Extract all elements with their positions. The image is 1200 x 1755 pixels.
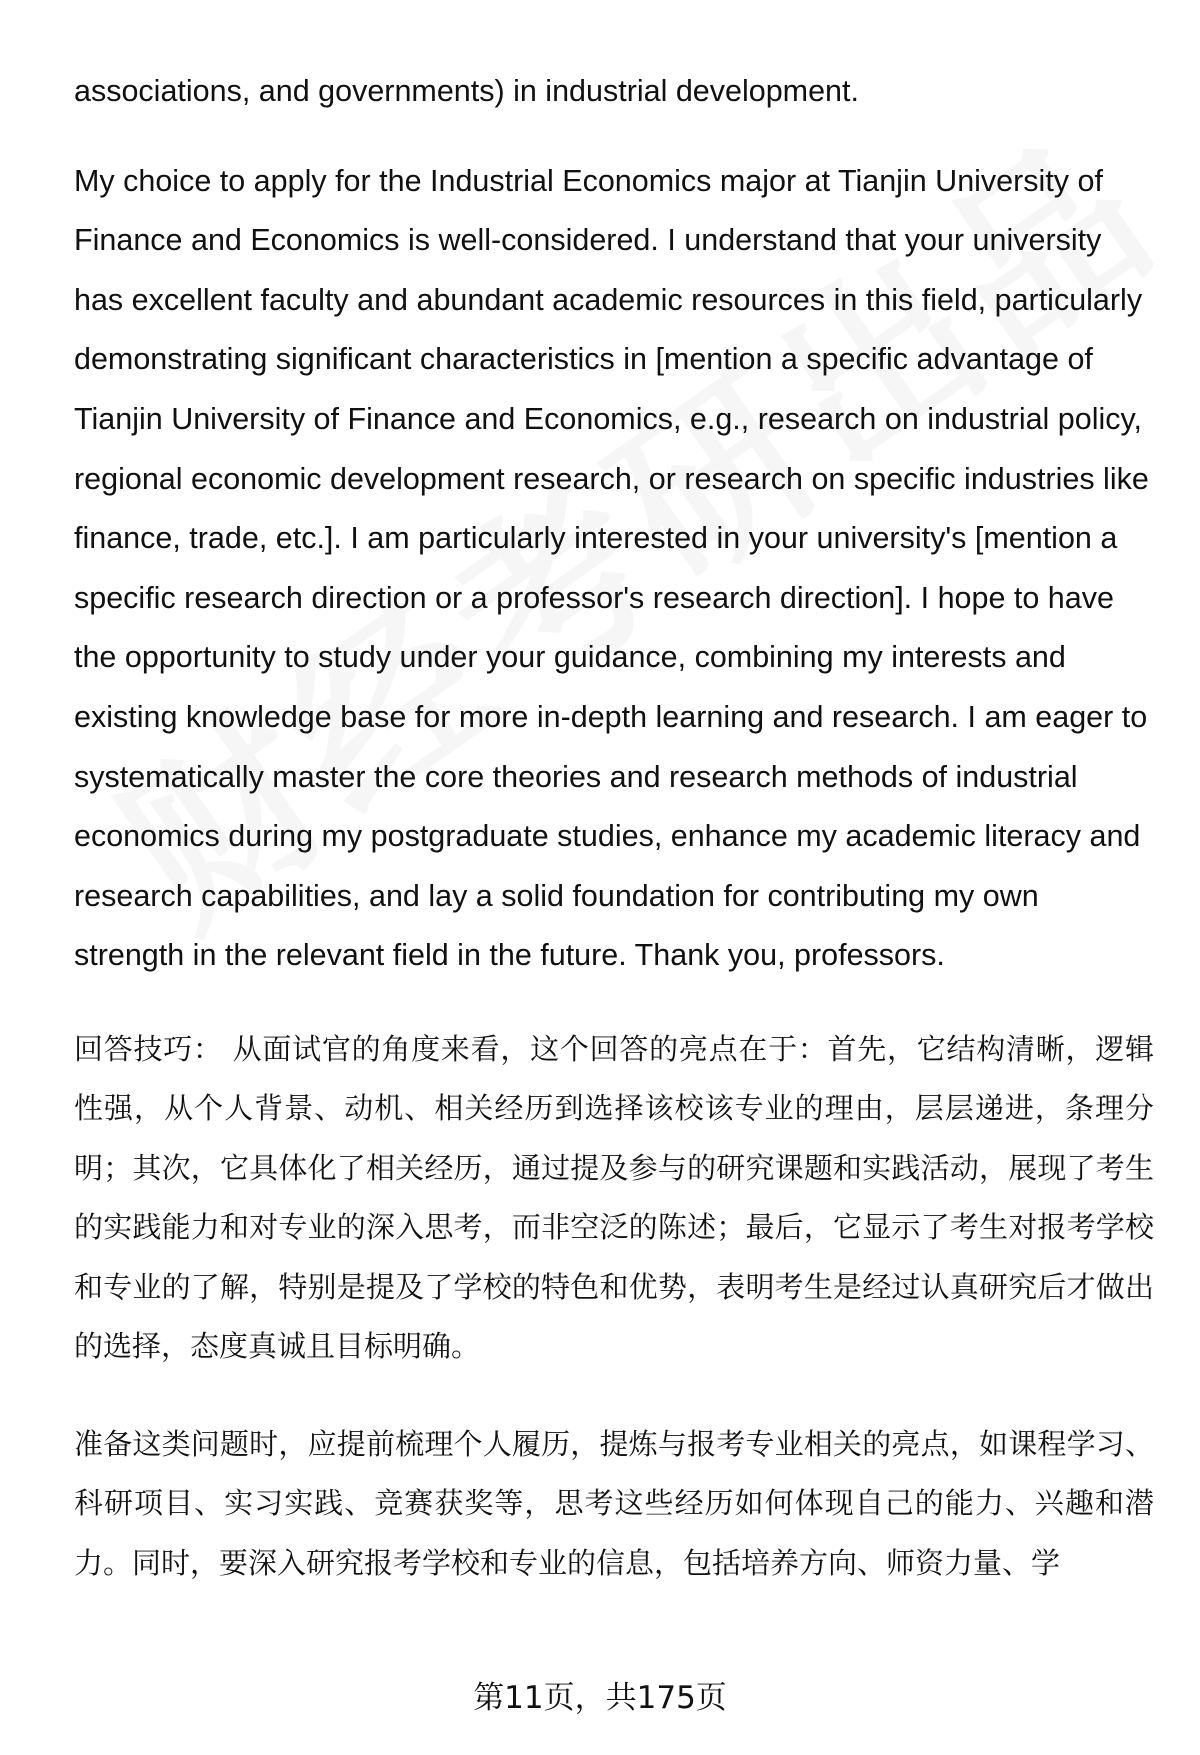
paragraph-cn-preparation: 准备这类问题时，应提前梳理个人履历，提炼与报考专业相关的亮点，如课程学习、科研项目、实习实践、竞赛获奖等，思考这些经历如何体现自己的能力、兴趣和潜力。同时，要深入研究报考学校和专业的信息，包括培养方向、师资力量、学 — [74, 1426, 1154, 1580]
page-number-footer: 第11页，共175页 — [473, 1680, 727, 1716]
paragraph-en-2: My choice to apply for the Industrial Economics major at Tianjin University of Finance and Economics is well-considered. I understand that your university has excellent faculty and abundant academic resources in this field, particularly demonstrating significant characteristics in [mention a specific advantage of Tianjin University of Finance and Economics, e.g., research on industrial policy, regional economic development research, or research on specific industries like finance, trade, etc.]. I am particularly interested in your university's [mention a specific research direction or a professor's research direction]. I hope to have the opportunity to study under your guidance, combining my interests and existing knowledge base for more in-depth learning and research. I am eager to systematically master the core theories and research methods of industrial economics during my postgraduate studies, enhance my academic literacy and research capabilities, and lay a solid foundation for contributing my own strength in the relevant field in the future. Thank you, professors. — [74, 163, 1149, 973]
paragraph-en-1: associations, and governments) in industrial development. — [74, 74, 859, 108]
paragraph-cn-answer-tips: 回答技巧： 从面试官的角度来看，这个回答的亮点在于：首先，它结构清晰，逻辑性强，从个人背景、动机、相关经历到选择该校该专业的理由，层层递进，条理分明；其次，它具体化了相关经历，通过提及参与的研究课题和实践活动，展现了考生的实践能力和对专业的深入思考，而非空泛的陈述；最后，它显示了考生对报考学校和专业的了解，特别是提及了学校的特色和优势，表明考生是经过认真研究后才做出的选择，态度真诚且目标明确。 — [74, 1031, 1154, 1364]
paragraph-gap — [74, 986, 1154, 1020]
paragraph-gap — [74, 1377, 1154, 1415]
document-body — [74, 62, 1154, 1593]
